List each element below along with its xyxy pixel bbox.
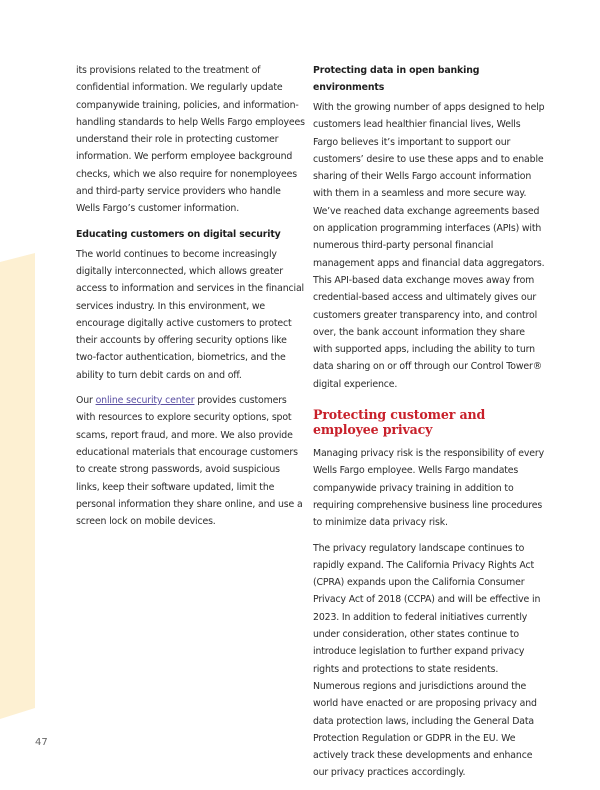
online-security-center-link[interactable]: online security center bbox=[95, 395, 195, 407]
educating-paragraph: The world continues to become increasingly digitally interconnected, which allows greater access to information and services in the financial services industry. In this environment, we encourage digitally active customers to protect their accounts by offering security options like two-factor authentication, biometrics, and the ability to turn debit cards on and off. bbox=[76, 248, 304, 381]
privacy-paragraph-2: The privacy regulatory landscape continues to rapidly expand. The California Privacy Rights Act (CPRA) expands upon the California Consumer Privacy Act of 2018 (CCPA) and will be effective in 2023. In addition to federal initiatives currently under consideration, other states continue to introduce legislation to further expand privacy rights and protections to state residents. Numerous regions and jurisdictions around the world have enacted or are proposing privacy and data protection laws, including the General Data Protection Regulation or GDPR in the EU. We actively track these developments and enhance our privacy practices accordingly. bbox=[313, 542, 541, 779]
open-banking-paragraph: With the growing number of apps designed to help customers lead healthier financial lives, Wells Fargo believes it’s important to support our customers’ desire to use these apps and to enable sharing of their Wells Fargo account information with them in a seamless and more secure way. We’ve reached data exchange agreements based on application programming interfaces (APIs) with numerous third-party personal financial management apps and financial data aggregators. This API-based data exchange moves away from credential-based access and ultimately gives our customers greater transparency into, and control over, the bank account information they share with supported apps, including the ability to turn data sharing on or off through our Control Tower® digital experience. bbox=[313, 102, 545, 390]
privacy-section-title: Protecting customer and employee privacy bbox=[313, 407, 486, 438]
security-center-suffix: provides customers with resources to explore security options, spot scams, report fraud, and more. We also provide educational materials that encourage customers to create strong passwords, avoid suspicious links, keep their software updated, limit the personal information they share online, and use a screen lock on mobile devices. bbox=[76, 395, 303, 528]
security-center-paragraph bbox=[76, 392, 306, 530]
intro-paragraph: its provisions related to the treatment of confidential information. We regularly update companywide training, policies, and information-handling standards to help Wells Fargo employees understand their role in protecting customer information. We perform employee background checks, which we also require for nonemployees and third-party service providers who handle Wells Fargo’s customer information. bbox=[76, 65, 305, 215]
privacy-paragraph-1: Managing privacy risk is the responsibility of every Wells Fargo employee. Wells Fargo mandates companywide privacy training in addition to requiring comprehensive business line procedures to minimize data privacy risk. bbox=[313, 448, 545, 529]
educating-heading: Educating customers on digital security bbox=[76, 228, 281, 240]
security-center-prefix: Our bbox=[76, 395, 96, 407]
left-column bbox=[76, 62, 306, 538]
open-banking-heading: Protecting data in open banking environments bbox=[313, 65, 480, 93]
right-column bbox=[313, 62, 545, 790]
decorative-side-strip bbox=[0, 253, 35, 719]
page-number: 47 bbox=[35, 737, 48, 748]
